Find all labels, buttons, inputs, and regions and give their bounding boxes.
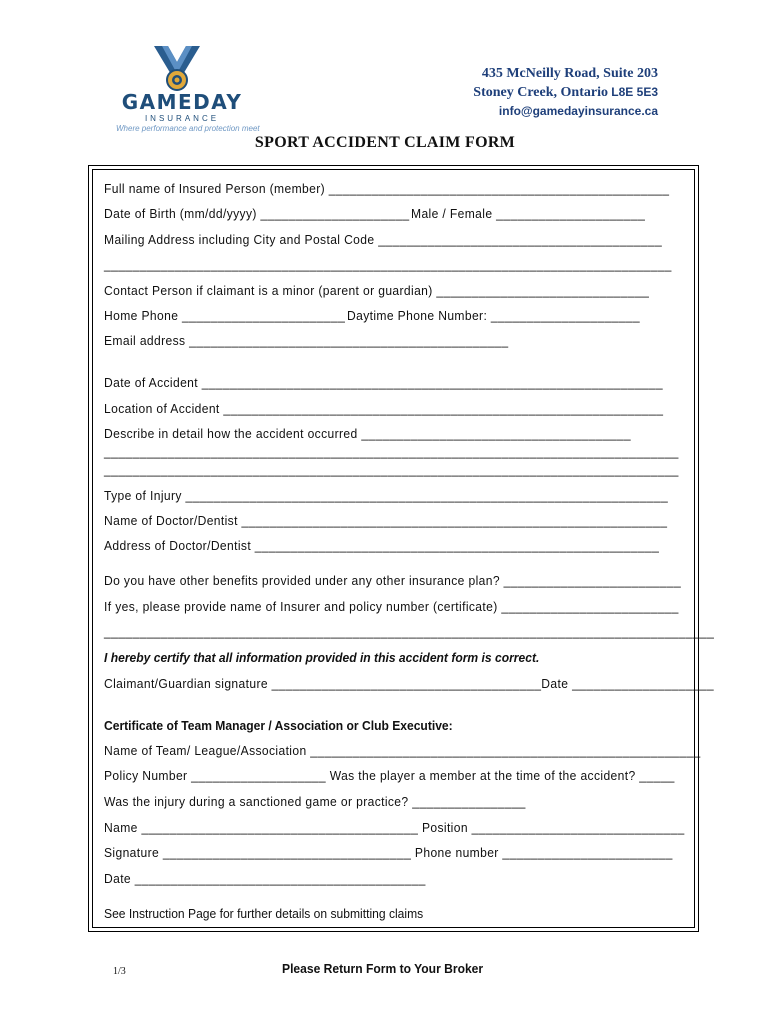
field-accident-description-cont-2[interactable]: _________________________________________________________________________________ — [104, 462, 679, 477]
field-policy-number[interactable]: Policy Number ___________________ Was the player a member at the time of the accident? _____ — [104, 768, 675, 783]
field-sanctioned-game[interactable]: Was the injury during a sanctioned game or practice? ________________ — [104, 794, 526, 809]
logo-subtitle: INSURANCE — [144, 114, 220, 123]
field-doctor-address[interactable]: Address of Doctor/Dentist _________________________________________________________ — [104, 538, 660, 553]
field-accident-description-cont-1[interactable]: _________________________________________________________________________________ — [104, 444, 679, 459]
field-full-name[interactable]: Full name of Insured Person (member) ________________________________________________ — [104, 181, 670, 196]
company-email-link[interactable]: info@gamedayinsurance.ca — [498, 104, 658, 118]
field-name-position[interactable]: Name _______________________________________ Position ______________________________ — [104, 820, 685, 835]
logo-tagline: Where performance and protection meet — [116, 124, 260, 133]
company-logo — [112, 46, 262, 136]
field-contact-person[interactable]: Contact Person if claimant is a minor (parent or guardian) ______________________________ — [104, 283, 650, 298]
address-street: 435 McNeilly Road, Suite 203 — [481, 66, 658, 81]
field-signature-phone[interactable]: Signature ___________________________________ Phone number ________________________ — [104, 845, 673, 860]
field-insurer-policy-cont[interactable]: ______________________________________________________________________________________ — [104, 624, 715, 639]
field-date[interactable]: Date _________________________________________ — [104, 871, 426, 886]
field-sex[interactable]: Male / Female _____________________ — [411, 206, 646, 221]
field-accident-description[interactable]: Describe in detail how the accident occurred ______________________________________ — [104, 426, 631, 441]
address-city — [473, 83, 658, 102]
logo-wordmark: GAMEDAY — [121, 90, 243, 114]
field-date-of-birth[interactable]: Date of Birth (mm/dd/yyyy) _____________________ — [104, 206, 410, 221]
address-postal-code: L8E 5E3 — [607, 85, 658, 99]
company-address — [473, 64, 658, 120]
medal-icon — [152, 46, 202, 92]
address-city-name: Stoney Creek, — [473, 85, 561, 100]
form-title: SPORT ACCIDENT CLAIM FORM — [254, 134, 516, 151]
field-other-benefits[interactable]: Do you have other benefits provided under any other insurance plan? _________________________ — [104, 573, 682, 588]
field-team-name[interactable]: Name of Team/ League/Association _______________________________________________________ — [104, 743, 701, 758]
return-instruction: Please Return Form to Your Broker — [282, 961, 484, 976]
field-email[interactable]: Email address _____________________________________________ — [104, 333, 509, 348]
field-type-of-injury[interactable]: Type of Injury ____________________________________________________________________ — [104, 488, 669, 503]
field-daytime-phone[interactable]: Daytime Phone Number: _____________________ — [347, 308, 640, 323]
field-date-of-accident[interactable]: Date of Accident _________________________________________________________________ — [104, 375, 663, 390]
certification-statement: I hereby certify that all information provided in this accident form is correct. — [104, 650, 540, 665]
instruction-note: See Instruction Page for further details on submitting claims — [104, 906, 424, 921]
field-home-phone[interactable]: Home Phone _______________________ — [104, 308, 346, 323]
field-claimant-signature[interactable]: Claimant/Guardian signature ______________________________________Date ____________________ — [104, 676, 714, 691]
field-mailing-address[interactable]: Mailing Address including City and Postal Code ________________________________________ — [104, 232, 663, 247]
address-province: Ontario — [560, 85, 608, 100]
team-certificate-heading: Certificate of Team Manager / Association or Club Executive: — [104, 718, 453, 733]
field-doctor-name[interactable]: Name of Doctor/Dentist ____________________________________________________________ — [104, 513, 668, 528]
page-number: 1/3 — [113, 966, 126, 977]
field-mailing-address-cont[interactable]: ________________________________________________________________________________ — [104, 257, 672, 272]
field-location-of-accident[interactable]: Location of Accident ______________________________________________________________ — [104, 401, 664, 416]
field-insurer-policy[interactable]: If yes, please provide name of Insurer and policy number (certificate) _________________________ — [104, 599, 679, 614]
